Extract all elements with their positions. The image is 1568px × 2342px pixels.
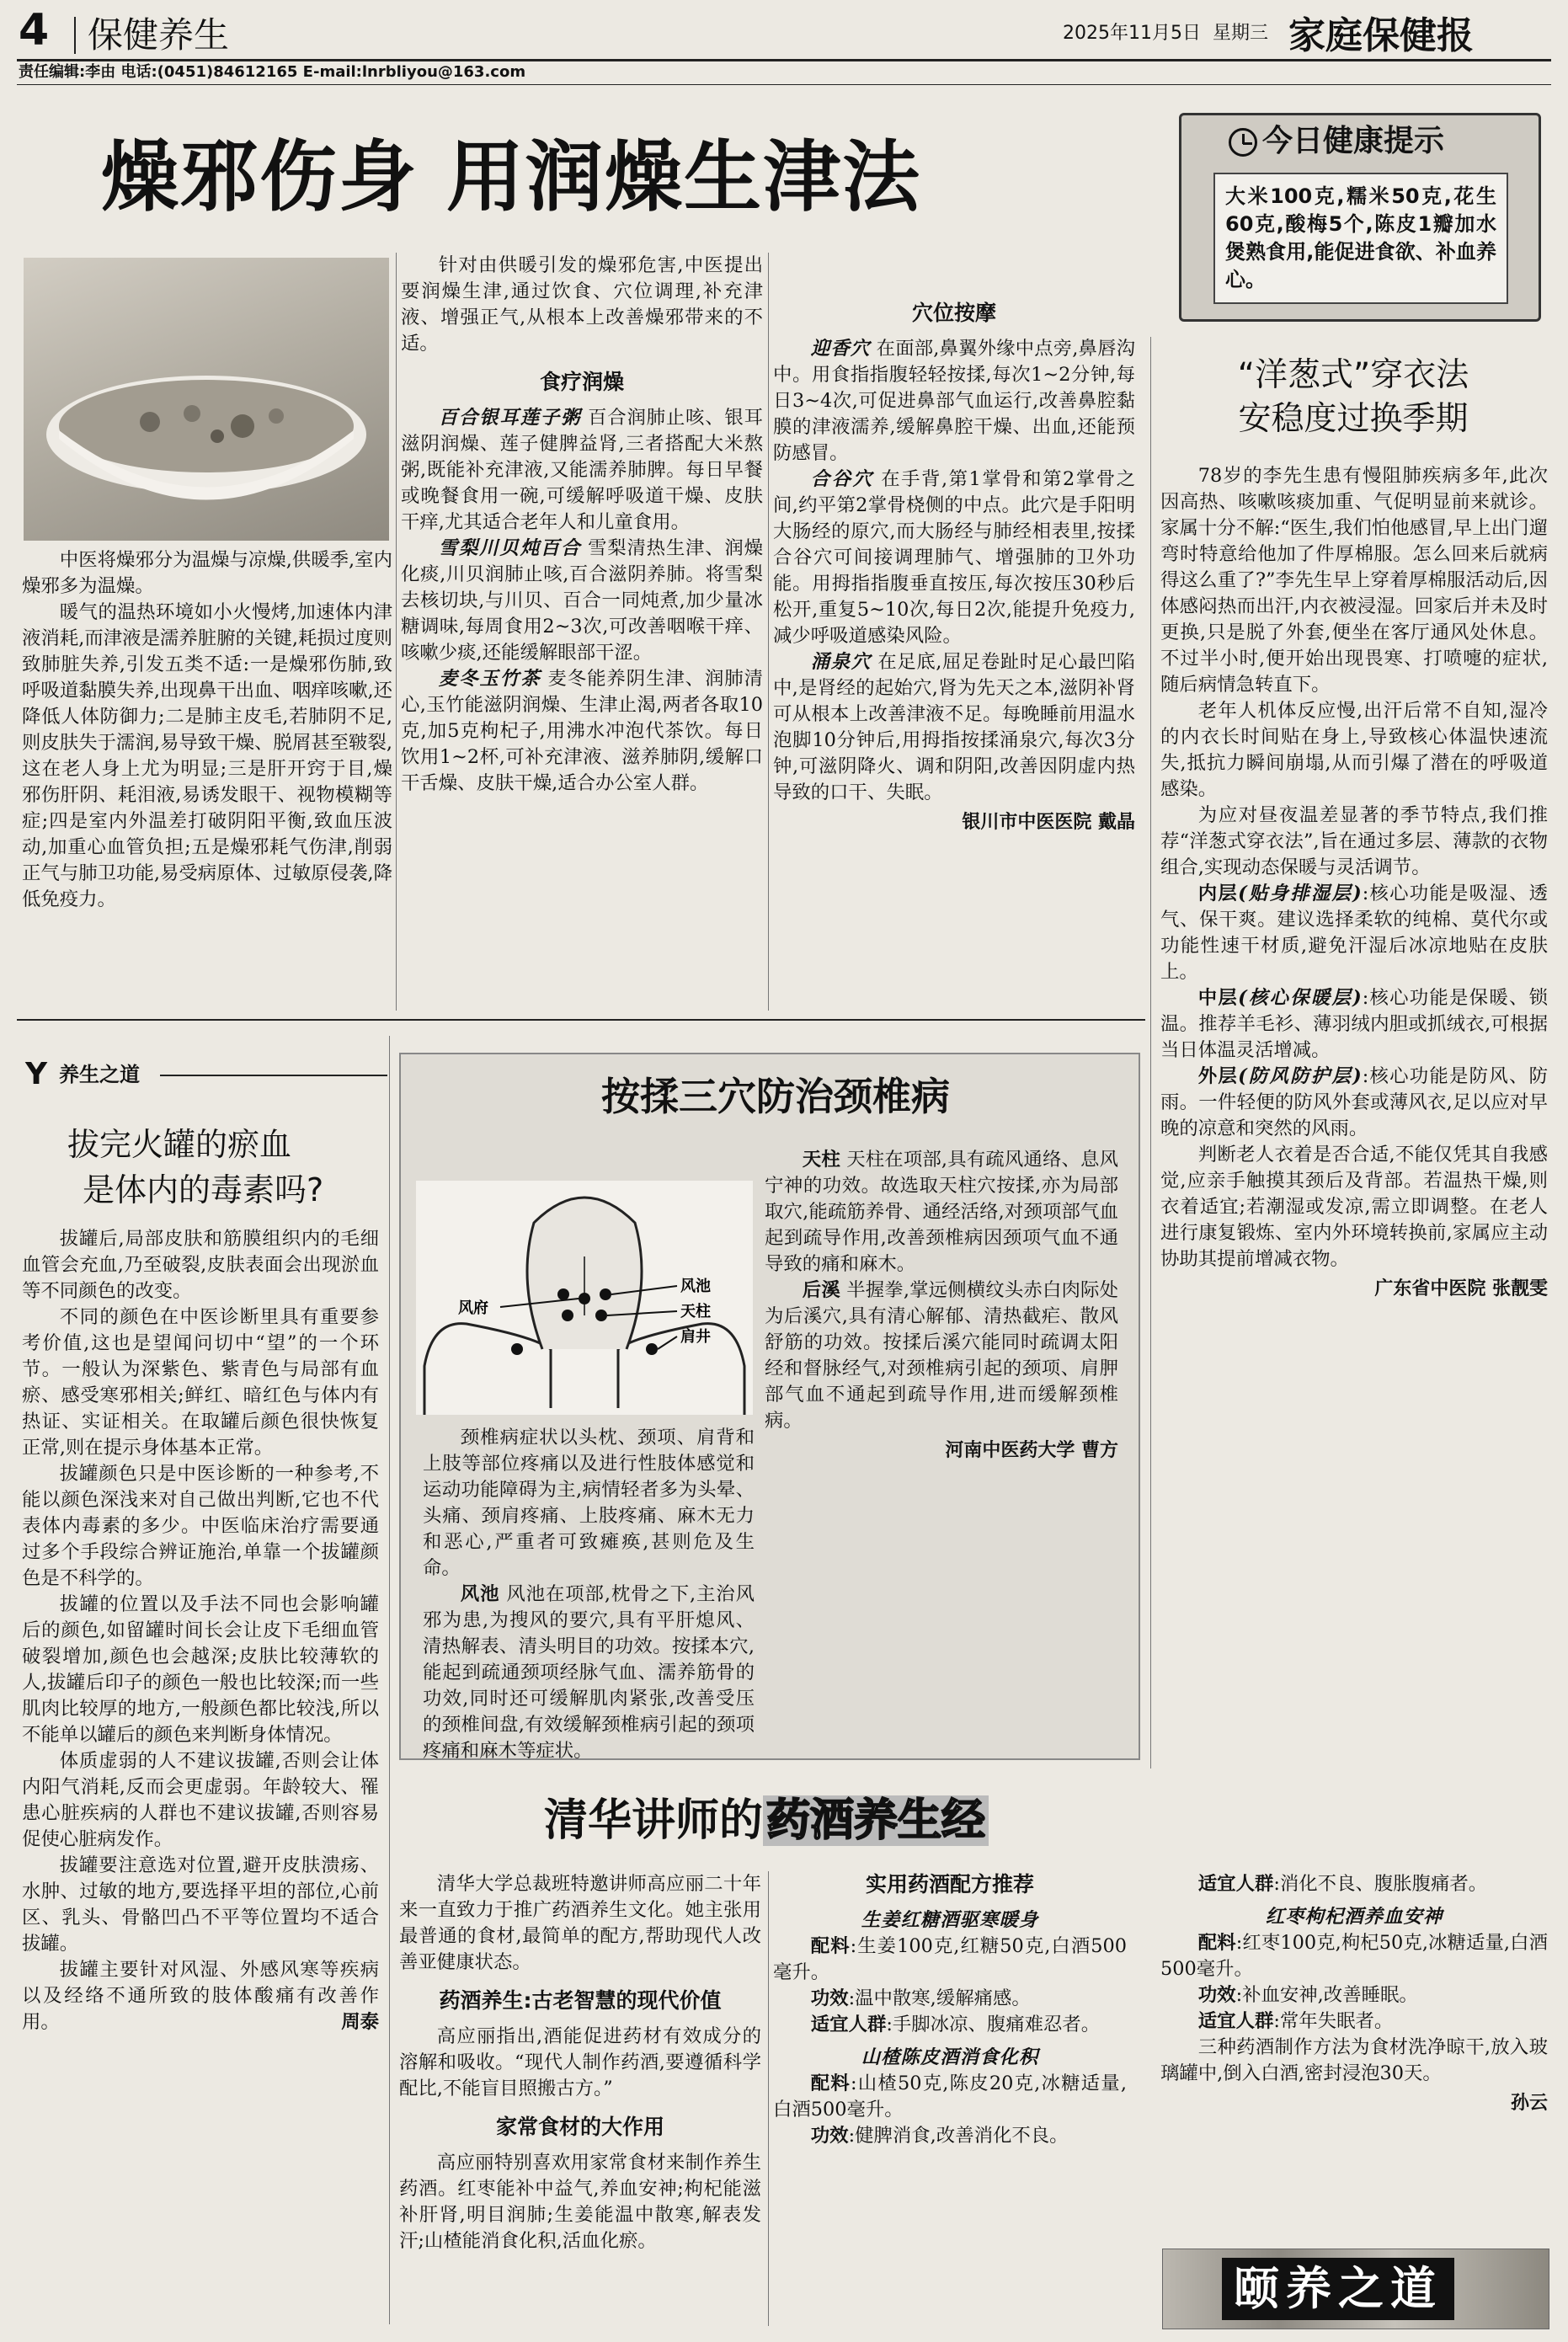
acu-item-3-text: 在足底,屈足卷趾时足心最凹陷中,是肾经的起始穴,肾为先天之本,滋阴补肾可从根本上改善津液不足。每晚睡前用温水泡脚10分钟后,用拇指按揉涌泉穴,每次3分钟,可滋阴降火、调和阴阳,改善因阴虚内热导致的口干、失眠。 (773, 651, 1136, 803)
cupping-para-4: 拔罐的位置以及手法不同也会影响罐后的颜色,如留罐时间长会让皮下毛细血管破裂增加,颜色也会越深;皮肤比较薄软的人,拔罐后印子的颜色一般也比较深;而一些肌肉比较厚的地方,一般颜色都比较浅,所以不能单以罐后的颜色来判断身体情况。 (22, 1593, 379, 1746)
neck-byline: 河南中医药大学 曹方 (945, 1439, 1118, 1461)
diet-item-1 (401, 405, 763, 536)
recipe-2-name: 山楂陈皮酒消食化积 (861, 2046, 1039, 2068)
recipe-1-who-label: 适宜人群 (810, 2014, 887, 2035)
wine-sec2-heading: 家常食材的大作用 (495, 2115, 664, 2139)
onion-para-2: 老年人机体反应慢,出汗后常不自知,湿冷的内衣长时间贴在身上,导致核心体温快速流失,抵抗力瞬间崩塌,从而引爆了潜在的呼吸道感染。 (1160, 700, 1549, 800)
column-tag-text: 养生之道 (59, 1063, 140, 1086)
diet-item-2-name: 雪梨川贝炖百合 (438, 537, 582, 559)
recipe-3-name: 红枣枸杞酒养血安神 (1265, 1906, 1443, 1928)
onion-body (1160, 463, 1548, 1302)
cupping-headline-line-1: 拔完火罐的瘀血 (67, 1126, 292, 1163)
section-name: 保健养生 (88, 14, 230, 56)
cupping-headline (25, 1122, 379, 1213)
lead-col-rule-2 (768, 253, 769, 1011)
onion-layer-outer (1160, 1064, 1548, 1142)
diet-item-3-name: 麦冬玉竹茶 (438, 668, 541, 690)
neck-left-2-text: 风池在项部,枕骨之下,主治风邪为患,为搜风的要穴,具有平肝熄风、清热解表、清头明目的功效。按揉本穴,能起到疏通颈项经脉气血、濡养筋骨的功效,同时还可缓解肌肉紧张,改善受压的颈椎间盘,有效缓解颈椎病引起的颈项疼痛和麻木等症状。 (423, 1583, 755, 1762)
layer-middle-label: 中层 (1197, 987, 1239, 1009)
layer-inner-label: 内层 (1197, 883, 1239, 904)
recipe-3-who-text: 常年失眠者。 (1279, 2010, 1394, 2032)
diet-item-3 (401, 666, 763, 797)
acupoint-heading: 穴位按摩 (911, 301, 996, 325)
recipe-3-who: 适宜人群:常年失眠者。 (1197, 2010, 1394, 2032)
tip-title-text: 今日健康提示 (1262, 124, 1445, 158)
wine-headline-b: 药酒养生经 (763, 1795, 989, 1846)
recipe-2-ing-label: 配料 (810, 2073, 851, 2094)
editor-rule (17, 84, 1551, 85)
right-column-rule (1150, 337, 1151, 1769)
recipe-1-ing-text: 生姜100克,红糖50克,白酒500毫升。 (773, 1935, 1128, 1983)
acu-item-2-text: 在手背,第1掌骨和第2掌骨之间,约平第2掌骨桡侧的中点。此穴是手阳明大肠经的原穴,而大肠经与肺经相表里,按揉合谷穴可间接调理肺气、增强肺的卫外功能。用拇指指腹垂直按压,每次按压30秒后松开,重复5~10次,每日2次,能提升免疫力,减少呼吸道感染风险。 (773, 468, 1136, 647)
fig-label-jianjing: 肩井 (680, 1328, 711, 1346)
lead-col-2 (401, 253, 763, 797)
wine-col-rule-1 (768, 1871, 769, 2326)
diet-item-1-text: 百合润肺止咳、银耳滋阴润燥、莲子健脾益肾,三者搭配大米熬粥,既能补充津液,又能濡养肺脾。每日早餐或晚餐食用一碗,可缓解呼吸道干燥、皮肤干痒,尤其适合老年人和儿童食用。 (401, 407, 764, 533)
onion-layer-inner (1160, 881, 1548, 985)
layer-inner-note: (贴身排湿层) (1238, 883, 1363, 904)
acu-item-1 (773, 336, 1135, 467)
neck-left-2 (423, 1582, 755, 1764)
weekday-text: 星期三 (1212, 23, 1268, 44)
recipe-2-ing: 配料:山楂50克,陈皮20克,冰糖适量,白酒500毫升。 (773, 2073, 1128, 2121)
neck-left-2-label: 风池 (460, 1583, 500, 1605)
recipe-3-eff-text: 补血安神,改善睡眠。 (1242, 1984, 1418, 2006)
lead-intro-2: 暖气的温热环境如小火慢烤,加速体内津液消耗,而津液是濡养脏腑的关键,耗损过度则致肺脏失养,引发五类不适:一是燥邪伤肺,致呼吸道黏膜失养,出现鼻干出血、咽痒咳嗽,还降低人体防御力;二是肺主皮毛,若肺阴不足,则皮肤失于濡润,易导致干燥、脱屑甚至皲裂,这在老人身上尤为明显;三是肝开窍于目,燥邪伤肝阴、耗泪液,易诱发眼干、视物模糊等症;四是室内外温差打破阴阳平衡,致血压波动,加重心血管负担;五是燥邪耗气伤津,削弱正气与肺卫功能,易受病原体、过敏原侵袭,降低免疫力。 (22, 601, 392, 910)
wine-headline (396, 1794, 1137, 1848)
recipe-1-who: 适宜人群:手脚冰凉、腹痛难忍者。 (810, 2014, 1101, 2035)
soup-bowl-photo (24, 258, 389, 541)
cupping-headline-line-2: 是体内的毒素吗? (83, 1171, 324, 1208)
recipe-2-eff: 功效:健脾消食,改善消化不良。 (810, 2125, 1069, 2147)
acu-item-2-name: 合谷穴 (810, 468, 874, 490)
cupping-rule (389, 1036, 390, 2324)
recipe-3-who-label: 适宜人群 (1197, 2010, 1274, 2032)
lead-byline: 银川市中医医院 戴晶 (962, 811, 1135, 833)
recipe-1-ing-label: 配料 (810, 1935, 851, 1957)
neck-box (399, 1053, 1140, 1760)
masthead-divider (74, 17, 76, 54)
onion-closing: 判断老人衣着是否合适,不能仅凭其自我感觉,应亲手触摸其颈后及背部。若温热干燥,则衣着适宜;若潮湿或发凉,需立即调整。在老人进行康复锻炼、室内外环境转换前,家属应主动协助其提前增减衣物。 (1160, 1144, 1549, 1270)
recipe-1-who-text: 手脚冰凉、腹痛难忍者。 (892, 2014, 1101, 2035)
neck-left-1: 颈椎病症状以头枕、颈项、肩背和上肢等部位疼痛以及进行性肢体感觉和运动功能障碍为主,病情轻者多为头晕、头痛、颈肩疼痛、上肢疼痛、麻木无力和恶心,严重者可致瘫痪,甚则危及生命。 (423, 1427, 755, 1579)
onion-layer-middle (1160, 985, 1548, 1064)
cupping-para-3: 拔罐颜色只是中医诊断的一种参考,不能以颜色深浅来对自己做出判断,它也不代表体内毒素的多少。中医临床治疗需要通过多个手段综合辨证施治,单靠一个拔罐颜色是不科学的。 (22, 1463, 379, 1589)
footer-banner (1162, 2249, 1549, 2329)
acu-item-3-name: 涌泉穴 (810, 651, 872, 673)
column-tag (25, 1058, 387, 1091)
acu-item-1-name: 迎香穴 (810, 338, 871, 360)
cupping-para-6: 拔罐要注意选对位置,避开皮肤溃疡、水肿、过敏的地方,要选择平坦的部位,心前区、乳头、骨骼凹凸不平等位置均不适合拔罐。 (22, 1854, 379, 1955)
onion-headline (1155, 354, 1551, 441)
recipe-2-who-label: 适宜人群 (1197, 1873, 1274, 1895)
recipe-2-eff-label: 功效 (810, 2125, 849, 2147)
cupping-para-1: 拔罐后,局部皮肤和筋膜组织内的毛细血管会充血,乃至破裂,皮肤表面会出现淤血等不同颜色的改变。 (22, 1228, 379, 1302)
layer-outer-note: (防风防护层) (1238, 1065, 1363, 1087)
recipe-3-ing: 配料:红枣100克,枸杞50克,冰糖适量,白酒500毫升。 (1160, 1932, 1548, 1980)
tip-title (1229, 122, 1444, 161)
fig-label-fengchi: 风池 (680, 1278, 711, 1295)
neck-headline: 按揉三穴防治颈椎病 (601, 1074, 950, 1119)
wine-col-3 (1160, 1871, 1548, 2116)
column-tag-rule (160, 1075, 387, 1076)
footer-logo-text: 颐养之道 (1222, 2258, 1454, 2320)
recipe-3-ing-label: 配料 (1197, 1932, 1236, 1954)
fig-label-fengfu: 风府 (458, 1299, 488, 1317)
neck-right-1-label: 天柱 (802, 1149, 840, 1171)
neck-right-col (765, 1147, 1118, 1464)
lead-col-1 (22, 547, 392, 913)
lead-col-3 (773, 288, 1135, 835)
recipe-1-eff-text: 温中散寒,缓解痛感。 (855, 1987, 1031, 2009)
recipe-3-eff: 功效:补血安神,改善睡眠。 (1197, 1984, 1418, 2006)
onion-para-1: 78岁的李先生患有慢阻肺疾病多年,此次因高热、咳嗽咳痰加重、气促明显前来就诊。家属十分不解:“医生,我们怕他感冒,早上出门遛弯时特意给他加了件厚棉服。怎么回来后就病得这么重了?”李先生早上穿着厚棉服活动后,因体感闷热而出汗,内衣被浸湿。回家后并未及时更换,只是脱了外套,便坐在客厅通风处休息。不过半小时,便开始出现畏寒、打喷嚏的症状,随后病情急转直下。 (1160, 465, 1549, 696)
cupping-byline: 周泰 (341, 2011, 379, 2033)
page-number: 4 (19, 5, 50, 56)
wine-headline-a: 清华讲师的 (543, 1795, 763, 1846)
cupping-body (22, 1226, 379, 2035)
wine-sec3-heading: 实用药酒配方推荐 (865, 1872, 1034, 1897)
diet-item-2 (401, 536, 763, 666)
wine-col-2 (773, 1871, 1127, 2149)
diet-item-2-text: 雪梨清热生津、润燥化痰,川贝润肺止咳,百合滋阴养肺。将雪梨去核切块,与川贝、百合一同炖煮,加少量冰糖调味,每周食用2~3次,可改善咽喉干痒、咳嗽少痰,还能缓解眼部干涩。 (401, 537, 764, 664)
wine-byline: 孙云 (1510, 2092, 1548, 2114)
cupping-para-7-text: 拔罐主要针对风湿、外感风寒等疾病以及经络不通所致的肢体酸痛有改善作用。 (22, 1959, 379, 2033)
neck-figure (416, 1181, 753, 1415)
recipe-3-eff-label: 功效 (1197, 1984, 1236, 2006)
cupping-para-5: 体质虚弱的人不建议拔罐,否则会让体内阳气消耗,反而会更虚弱。年龄较大、罹患心脏疾病的人群也不建议拔罐,否则容易促使心脏病发作。 (22, 1750, 379, 1850)
neck-right-1-text: 天柱在项部,具有疏风通络、息风宁神的功效。故选取天柱穴按揉,亦为局部取穴,能疏筋养骨、通经活络,对颈项部气血起到疏导作用,改善颈椎病因颈项气血不通导致的痛和麻木。 (765, 1149, 1118, 1275)
lead-bottom-rule (17, 1019, 1145, 1021)
recipe-2-who: 适宜人群:消化不良、腹胀腹痛者。 (1197, 1873, 1488, 1895)
masthead-rule (17, 59, 1551, 61)
onion-byline: 广东省中医院 张靓雯 (1374, 1278, 1548, 1299)
recipe-2-who-text: 消化不良、腹胀腹痛者。 (1279, 1873, 1488, 1895)
wine-col-1 (399, 1871, 761, 2254)
layer-outer-text: :核心功能是防风、防雨。一件轻便的防风外套或薄风衣,足以应对早晚的凉意和突然的风雨。 (1160, 1065, 1548, 1139)
wine-closing: 三种药酒制作方法为食材洗净晾干,放入玻璃罐中,倒入白酒,密封浸泡30天。 (1160, 2036, 1548, 2084)
date-text: 2025年11月5日 (1063, 23, 1201, 44)
onion-headline-line-1: “洋葱式”穿衣法 (1237, 356, 1469, 394)
diet-item-3-text: 麦冬能养阴生津、润肺清心,玉竹能滋阴润燥、生津止渴,两者各取10克,加5克枸杞子,用沸水冲泡代茶饮。每日饮用1~2杯,可补充津液、滋养肺阴,缓解口干舌燥、皮肤干燥,适合办公室人群。 (401, 668, 764, 794)
recipe-1 (773, 1907, 1127, 2038)
layer-middle-note: (核心保暖层) (1238, 987, 1363, 1009)
lead-intro-3: 针对由供暖引发的燥邪危害,中医提出要润燥生津,通过饮食、穴位调理,补充津液、增强正气,从根本上改善燥邪带来的不适。 (401, 254, 763, 355)
health-tip-box (1179, 113, 1541, 322)
layer-middle-text: :核心功能是保暖、锁温。推荐羊毛衫、薄羽绒内胆或抓绒衣,可根据当日体温灵活增减。 (1160, 987, 1548, 1061)
acu-item-3 (773, 649, 1135, 806)
soup-bowl-illustration (24, 258, 389, 541)
neck-left-col (423, 1425, 755, 1764)
layer-outer-label: 外层 (1197, 1065, 1239, 1087)
paper-title: 家庭保健报 (1288, 14, 1474, 57)
recipe-3-ing-text: 红枣100克,枸杞50克,冰糖适量,白酒500毫升。 (1160, 1932, 1548, 1980)
recipe-2 (773, 2045, 1127, 2149)
wine-sec1-text: 高应丽指出,酒能促进药材有效成分的溶解和吸收。“现代人制作药酒,要遵循科学配比,不能盲目照搬古方。” (399, 2025, 761, 2099)
tip-body-box (1213, 173, 1508, 304)
recipe-2-eff-text: 健脾消食,改善消化不良。 (855, 2125, 1069, 2147)
wine-sec2-text: 高应丽特别喜欢用家常食材来制作养生药酒。红枣能补中益气,养血安神;枸杞能滋补肝肾,明目润肺;生姜能温中散寒,解表发汗;山楂能消食化积,活血化瘀。 (399, 2152, 761, 2252)
recipe-2-ing-text: 山楂50克,陈皮20克,冰糖适量,白酒500毫升。 (773, 2073, 1128, 2121)
recipe-1-ing: 配料:生姜100克,红糖50克,白酒500毫升。 (773, 1935, 1128, 1983)
tip-body: 大米100克,糯米50克,花生60克,酸梅5个,陈皮1瓣加水煲熟食用,能促进食欲、补血养心。 (1225, 184, 1496, 291)
y-logo-icon: Y (25, 1057, 48, 1091)
issue-date (1063, 22, 1268, 45)
layer-inner-text: :核心功能是吸湿、透气、保干爽。建议选择柔软的纯棉、莫代尔或功能性速干材质,避免汗湿后冰凉地贴在皮肤上。 (1160, 883, 1548, 983)
cupping-para-7 (22, 1957, 379, 2035)
lead-intro-1: 中医将燥邪分为温燥与凉燥,供暖季,室内燥邪多为温燥。 (22, 549, 392, 597)
diet-item-1-name: 百合银耳莲子粥 (438, 407, 582, 429)
lead-col-rule-1 (396, 253, 397, 1011)
recipe-3 (1160, 1904, 1548, 2035)
recipe-1-eff: 功效:温中散寒,缓解痛感。 (810, 1987, 1031, 2009)
neck-right-1 (765, 1147, 1118, 1278)
fig-label-tianzhu: 天柱 (680, 1303, 711, 1320)
recipe-1-eff-label: 功效 (810, 1987, 849, 2009)
diet-heading: 食疗润燥 (539, 370, 624, 394)
onion-headline-line-2: 安稳度过换季期 (1238, 400, 1469, 438)
masthead (0, 0, 1568, 84)
recipe-1-name: 生姜红糖酒驱寒暖身 (861, 1909, 1039, 1931)
cupping-para-2: 不同的颜色在中医诊断里具有重要参考价值,这也是望闻问切中“望”的一个环节。一般认为深紫色、紫青色与局部有血瘀、感受寒邪相关;鲜红、暗红色与体内有热证、实证相关。在取罐后颜色很快恢复正常,则在提示身体基本正常。 (22, 1306, 379, 1459)
lead-headline: 燥邪伤身 用润燥生津法 (101, 132, 922, 222)
neck-right-2 (765, 1278, 1118, 1434)
neck-right-2-text: 半握拳,掌远侧横纹头赤白肉际处为后溪穴,具有清心解郁、清热截疟、散风舒筋的功效。按揉后溪穴能同时疏调太阳经和督脉经气,对颈椎病引起的颈项、肩胛部气血不通起到疏导作用,进而缓解颈椎病。 (765, 1279, 1118, 1432)
wine-sec1-heading: 药酒养生:古老智慧的现代价值 (439, 1988, 722, 2013)
neck-right-2-label: 后溪 (802, 1279, 840, 1301)
editor-line: 责任编辑:李由 电话:(0451)84612165 E-mail:lnrbliyou@163.com (19, 63, 526, 81)
wine-intro: 清华大学总裁班特邀讲师高应丽二十年来一直致力于推广药酒养生文化。她主张用最普通的食材,最简单的配方,帮助现代人改善亚健康状态。 (399, 1873, 761, 1973)
acu-item-2 (773, 467, 1135, 649)
onion-para-3: 为应对昼夜温差显著的季节特点,我们推荐“洋葱式穿衣法”,旨在通过多层、薄款的衣物组合,实现动态保暖与灵活调节。 (1160, 804, 1548, 878)
acu-item-1-text: 在面部,鼻翼外缘中点旁,鼻唇沟中。用食指指腹轻轻按揉,每次1~2分钟,每日3~4次,可促进鼻部气血运行,改善鼻腔黏膜的津液濡养,缓解鼻腔干燥、出血,还能预防感冒。 (773, 338, 1135, 464)
clock-icon (1229, 128, 1257, 157)
neck-acupoint-illustration (416, 1181, 753, 1415)
